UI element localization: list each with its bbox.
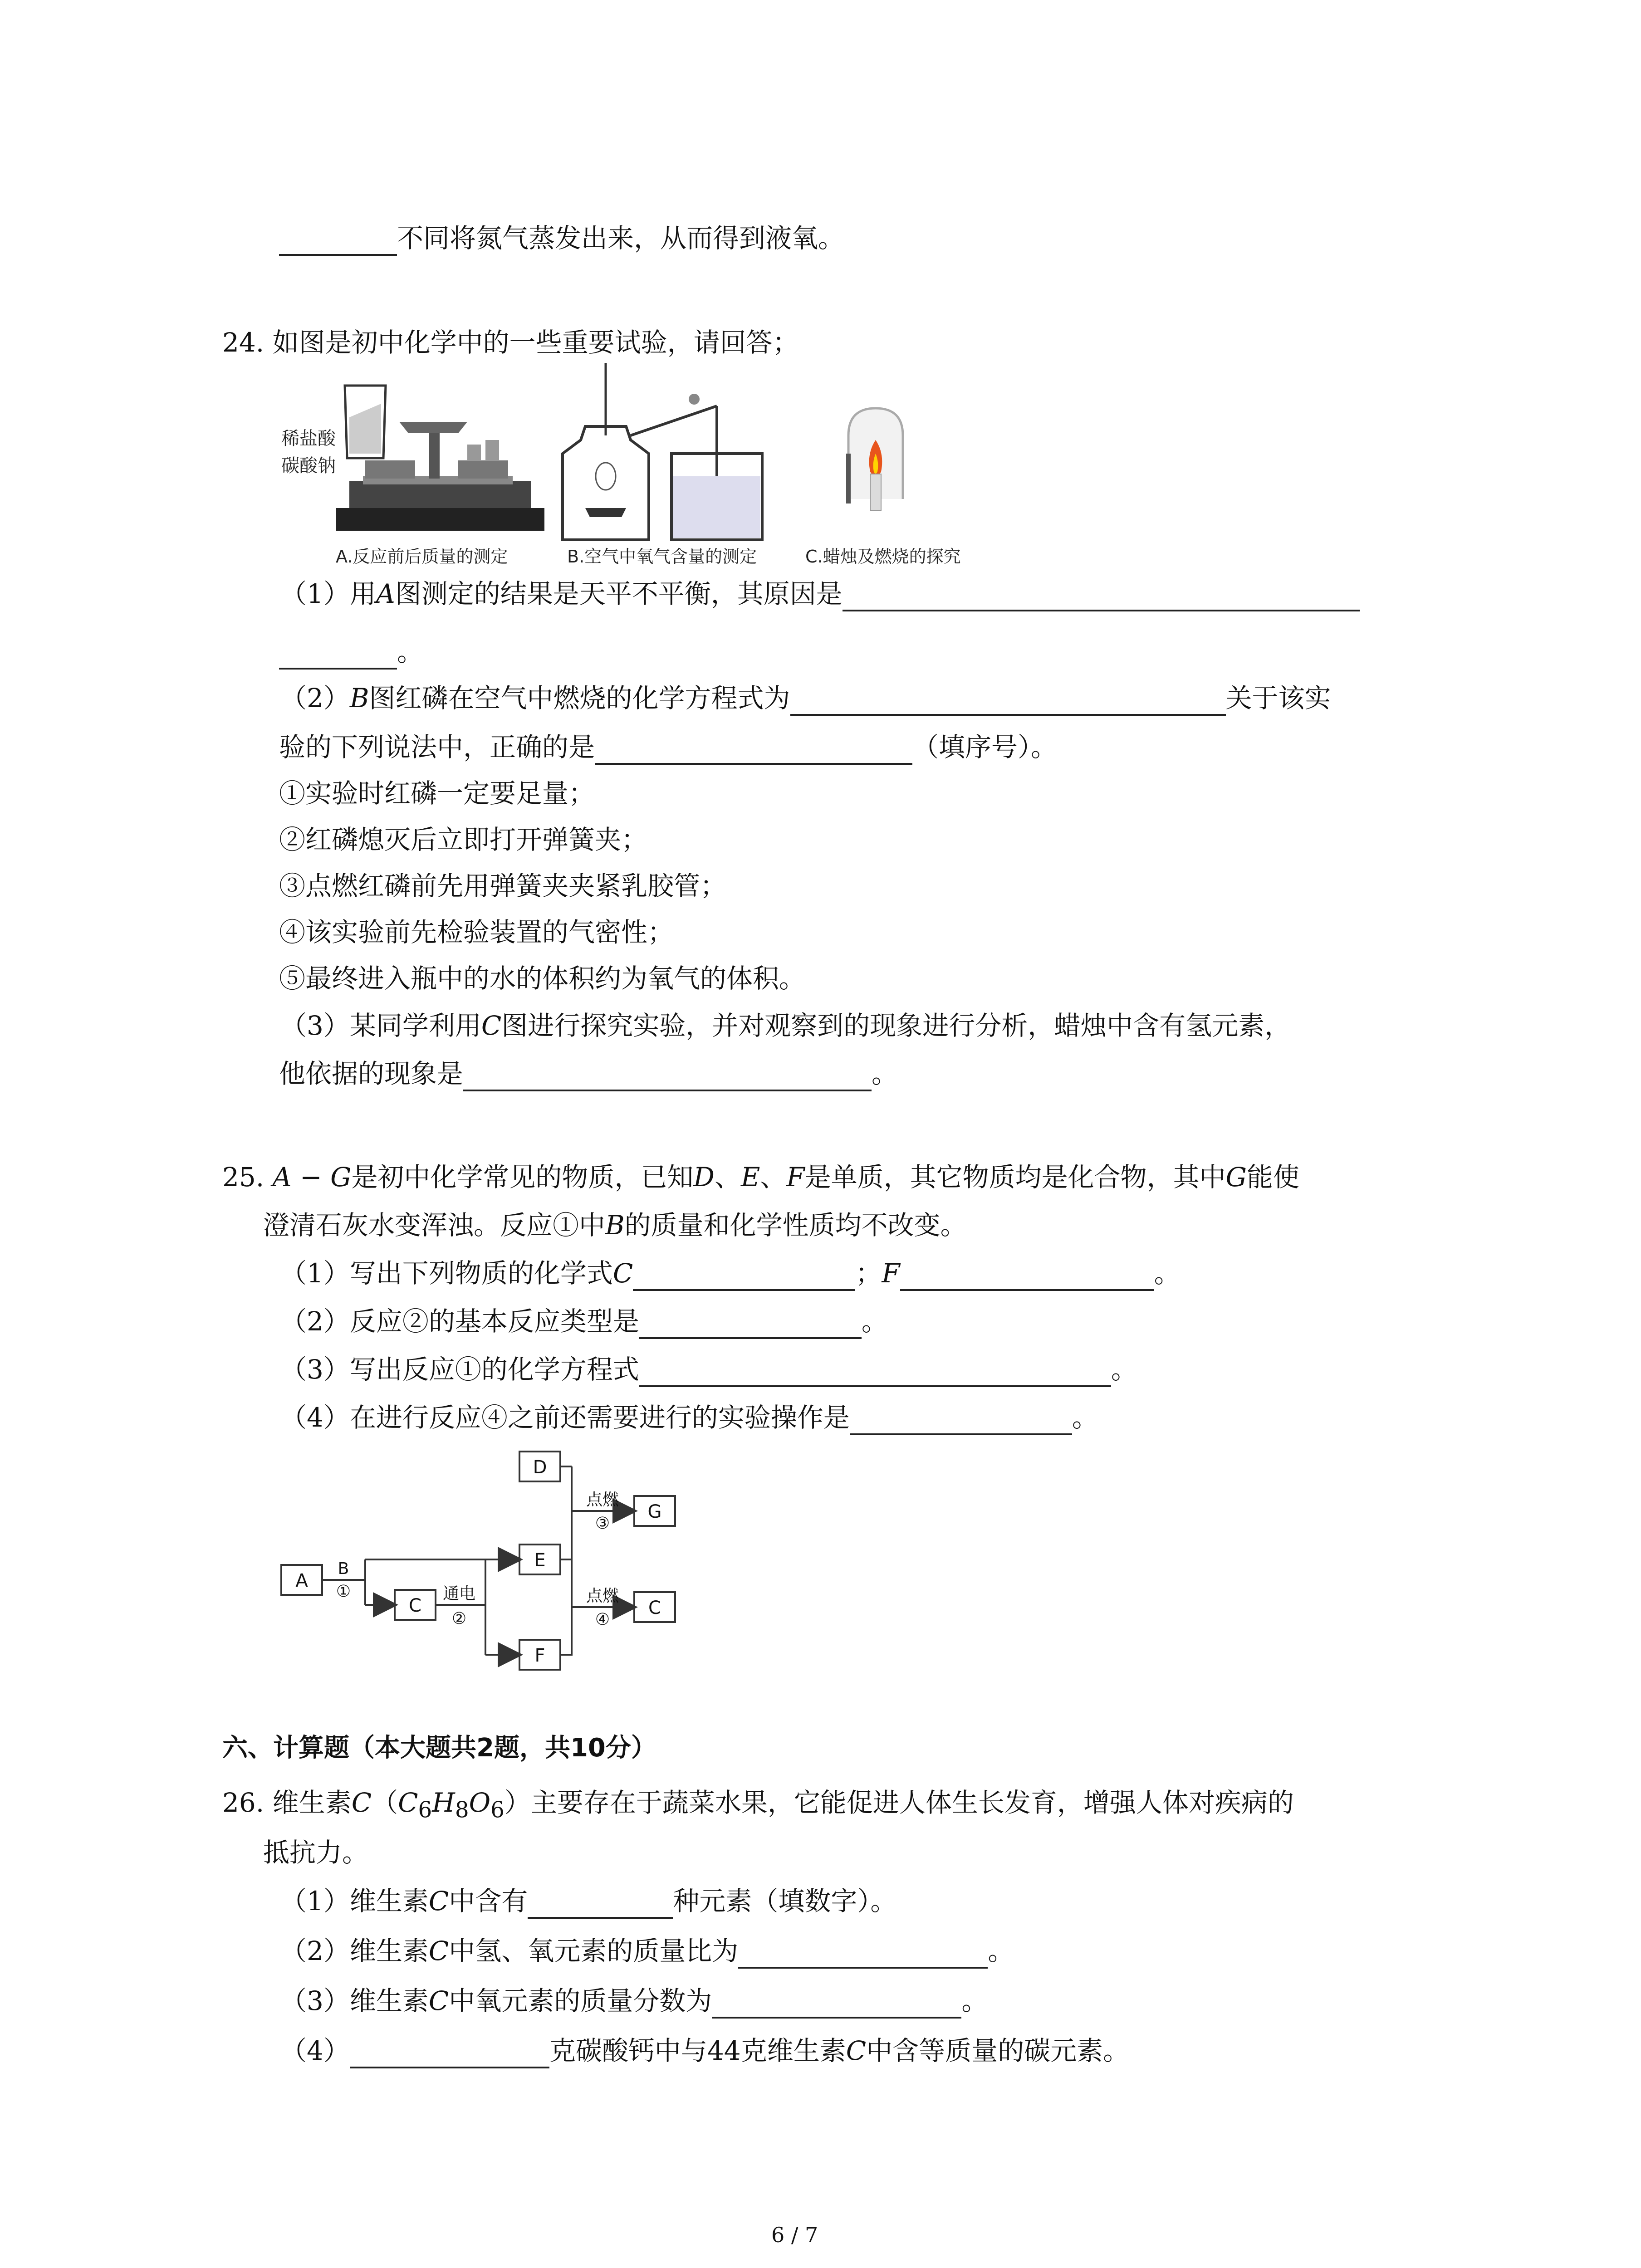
q25-stem-line2: 澄清石灰水变浑浊。反应①中B的质量和化学性质均不改变。: [263, 1210, 967, 1241]
q24-option-5: ⑤最终进入瓶中的水的体积约为氧气的体积。: [279, 963, 806, 994]
answer-blank[interactable]: [790, 686, 1226, 716]
answer-blank[interactable]: [528, 1889, 673, 1919]
q24-option-3: ③点燃红磷前先用弹簧夹夹紧乳胶管；: [279, 870, 727, 901]
q24-p1: （1）用A图测定的结果是天平不平衡，其原因是: [280, 576, 1360, 611]
q24-p1-line2: 。: [279, 634, 423, 670]
label-r1: ①: [336, 1582, 351, 1601]
q26-p1: （1）维生素C中含有 种元素（填数字）。: [280, 1883, 896, 1919]
answer-blank[interactable]: [843, 582, 1360, 611]
top-line: [279, 220, 844, 256]
q25-p1: （1）写出下列物质的化学式C ；F 。: [280, 1256, 1181, 1291]
answer-blank[interactable]: [350, 2038, 549, 2068]
node-g: G: [647, 1501, 662, 1522]
candle-diagram: [805, 408, 961, 567]
node-c: C: [409, 1595, 421, 1616]
caption-c: C.蜡烛及燃烧的探究: [805, 547, 961, 567]
caption-a: A.反应前后质量的测定: [336, 547, 508, 567]
q25-p4: （4）在进行反应④之前还需要进行的实验操作是 。: [280, 1400, 1098, 1435]
caption-b: B.空气中氧气含量的测定: [567, 547, 757, 567]
label-na2co3: 碳酸钠: [281, 455, 336, 476]
balance-diagram: [281, 386, 544, 567]
q24-p3: （3）某同学利用C图进行探究实验，并对观察到的现象进行分析，蜡烛中含有氢元素，: [280, 1010, 1291, 1041]
q24-p2-line2: 验的下列说法中，正确的是 （填序号）。: [279, 729, 1057, 765]
q25-p2: （2）反应②的基本反应类型是 。: [280, 1304, 888, 1339]
answer-blank[interactable]: [633, 1261, 855, 1291]
page-number: 6 / 7: [771, 2223, 818, 2247]
q24-p2: （2）B图红磷在空气中燃烧的化学方程式为 关于该实: [280, 680, 1331, 716]
answer-blank[interactable]: [738, 1939, 988, 1969]
label-r2: ②: [451, 1609, 467, 1628]
top-line-text: 不同将氮气蒸发出来，从而得到液氧。: [397, 223, 845, 254]
answer-blank[interactable]: [639, 1357, 1111, 1387]
q26-p4: （4） 克碳酸钙中与44克维生素C中含等质量的碳元素。: [280, 2033, 1129, 2068]
oxygen-apparatus-diagram: [563, 363, 762, 567]
q24-p3-line2: 他依据的现象是 。: [279, 1056, 898, 1091]
answer-blank[interactable]: [463, 1061, 872, 1091]
node-d: D: [533, 1457, 547, 1478]
label-dianran-2: 点燃: [586, 1587, 619, 1605]
label-b: B: [338, 1559, 349, 1578]
label-hcl: 稀盐酸: [281, 428, 336, 449]
answer-blank[interactable]: [850, 1405, 1072, 1435]
label-tongdian: 通电: [442, 1584, 476, 1603]
q25-p3: （3）写出反应①的化学方程式 。: [280, 1352, 1137, 1387]
label-r4: ④: [595, 1610, 610, 1629]
q26-p2: （2）维生素C中氢、氧元素的质量比为 。: [280, 1933, 1014, 1969]
answer-blank[interactable]: [712, 1989, 961, 2019]
answer-blank[interactable]: [900, 1261, 1154, 1291]
node-f: F: [534, 1645, 545, 1666]
node-c2: C: [648, 1598, 661, 1618]
q24-option-2: ②红磷熄灭后立即打开弹簧夹；: [279, 824, 648, 855]
section-6-title: 六、计算题（本大题共2题，共10分）: [222, 1733, 656, 1763]
q24-stem: 24. 如图是初中化学中的一些重要试验，请回答；: [222, 327, 799, 358]
q24-option-1: ①实验时红磷一定要足量；: [279, 778, 595, 809]
node-e: E: [534, 1550, 546, 1571]
label-r3: ③: [595, 1514, 610, 1533]
q24-figure: [272, 363, 980, 585]
answer-blank[interactable]: [279, 226, 397, 256]
q26-p3: （3）维生素C中氧元素的质量分数为 。: [280, 1983, 988, 2019]
label-dianran-1: 点燃: [586, 1491, 619, 1509]
answer-blank[interactable]: [639, 1309, 862, 1339]
q26-stem-line2: 抵抗力。: [263, 1837, 369, 1868]
q24-option-4: ④该实验前先检验装置的气密性；: [279, 917, 674, 948]
q26-stem-line1: 26. 维生素$C(C_6H_8O_6)$主要存在于蔬菜水果，它能促进人体生长发育，增强人体对疾病的: [222, 1787, 1294, 1823]
answer-blank[interactable]: [279, 640, 397, 670]
node-a: A: [295, 1570, 308, 1591]
q25-flow-diagram: [272, 1442, 726, 1696]
answer-blank[interactable]: [595, 735, 912, 765]
q25-stem-line1: 25. A − G是初中化学常见的物质，已知D、E、F是单质，其它物质均是化合物，其中G能使: [222, 1162, 1299, 1193]
